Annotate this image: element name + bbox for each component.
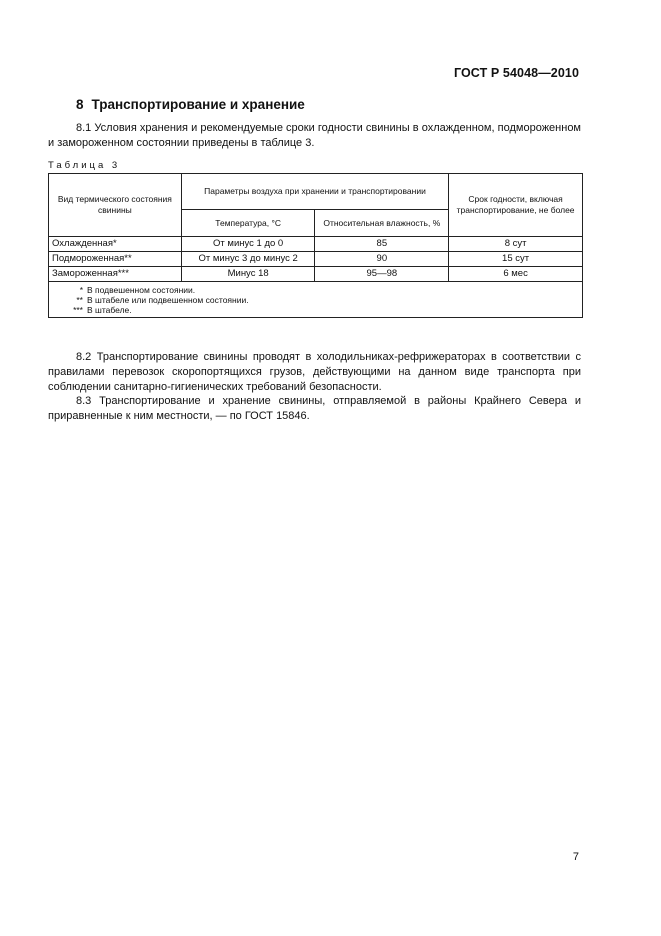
table-row [49,252,583,267]
table-caption: Таблица 3 [48,160,121,171]
cell-humidity: 85 [315,237,449,252]
table-note [49,305,582,315]
paragraph-8-2: 8.2 Транспортирование свинины проводят в холодильниках-рефрижераторах в соответствии с правилами перевозок скоропортящихся грузов, действующими на данном виде транспорта при соблюдении санитарно-гигиенических требований безопасности. [48,351,581,393]
cell-shelf-life: 8 сут [449,237,583,252]
header-air-parameters: Параметры воздуха при хранении и транспортировании [181,174,448,210]
cell-temperature: Минус 18 [181,267,315,282]
note-text: В штабеле или подвешенном состоянии. [87,295,249,305]
note-mark: * [79,285,83,295]
note-mark: ** [76,295,83,305]
cell-state: Подмороженная** [49,252,182,267]
header-thermal-state: Вид термического состояния свинины [49,174,182,237]
document-code: ГОСТ Р 54048—2010 [453,66,579,80]
table-row [49,237,583,252]
note-mark: *** [73,305,83,315]
section-title: Транспортирование и хранение [91,97,305,112]
cell-state: Замороженная*** [49,267,182,282]
section-heading [76,97,305,112]
header-humidity: Относительная влажность, % [315,210,449,237]
cell-shelf-life: 6 мес [449,267,583,282]
cell-state: Охлажденная* [49,237,182,252]
paragraph-8-1: 8.1 Условия хранения и рекомендуемые сроки годности свинины в охлажденном, подмороженном и замороженном состоянии приведены в таблице 3. [48,122,581,149]
page-number: 7 [572,851,579,863]
storage-conditions-table [48,173,583,318]
header-shelf-life: Срок годности, включая транспортирование, не более [449,174,583,237]
note-text: В подвешенном состоянии. [87,285,196,295]
cell-temperature: От минус 3 до минус 2 [181,252,315,267]
table-note [49,285,582,295]
table-notes [49,282,583,318]
cell-temperature: От минус 1 до 0 [181,237,315,252]
note-text: В штабеле. [87,305,132,315]
table-note [49,295,582,305]
cell-humidity: 95—98 [315,267,449,282]
cell-shelf-life: 15 сут [449,252,583,267]
table-row [49,267,583,282]
cell-humidity: 90 [315,252,449,267]
header-temperature: Температура, °С [181,210,315,237]
section-number: 8 [76,97,84,112]
paragraph-8-3: 8.3 Транспортирование и хранение свинины, отправляемой в районы Крайнего Севера и приравненные к ним местности, — по ГОСТ 15846. [48,395,581,422]
